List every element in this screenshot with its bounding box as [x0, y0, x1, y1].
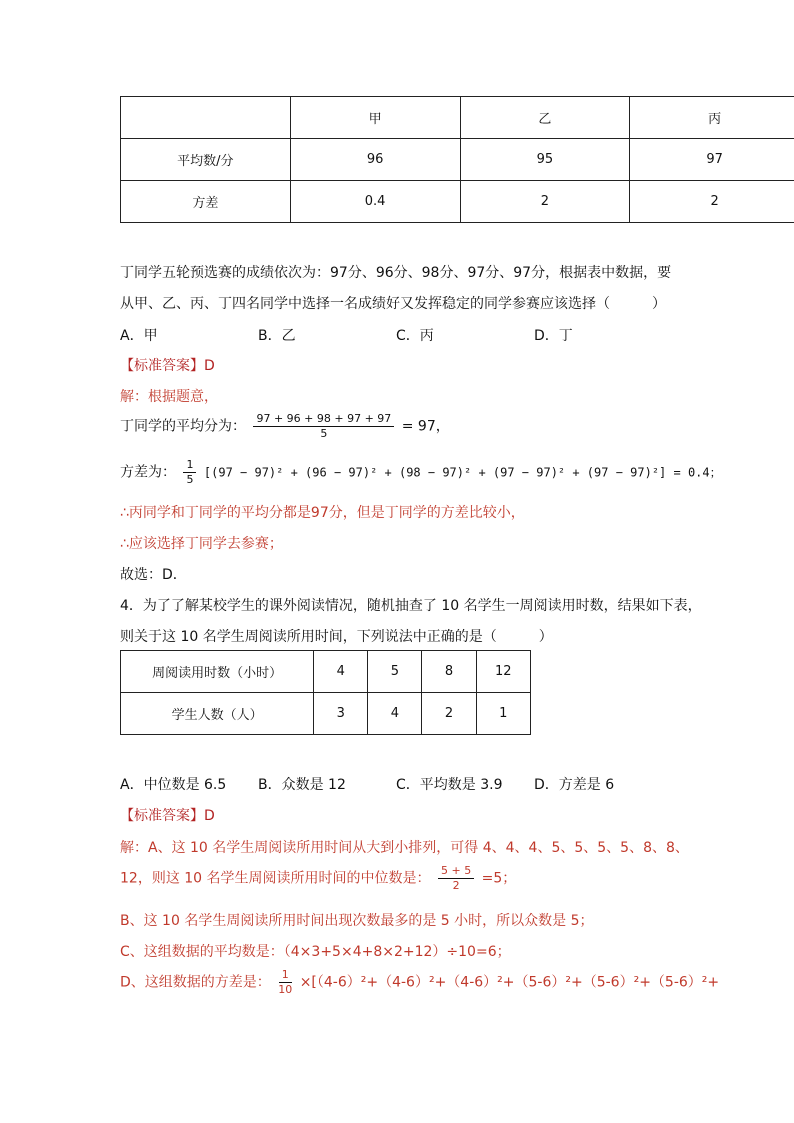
fraction-numerator: 1: [183, 458, 196, 473]
variance-fraction: [278, 968, 292, 997]
conclusion-line: ∴丙同学和丁同学的平均分都是97分，但是丁同学的方差比较小，: [120, 505, 525, 521]
variance-fraction: [183, 458, 196, 487]
variance-formula: [120, 968, 719, 997]
table-row: [121, 693, 531, 735]
fraction-denominator: 5: [320, 427, 328, 440]
option-c: C．平均数是 3.9: [396, 777, 503, 793]
table-cell: 0.4: [290, 181, 460, 223]
median-formula: [120, 864, 516, 893]
mean-label: 丁同学的平均分为：: [120, 418, 246, 435]
table-cell: 乙: [460, 97, 630, 139]
solution-text: 12，则这 10 名学生周阅读所用时间的中位数是：: [120, 870, 431, 887]
table-row: [121, 181, 794, 223]
fraction-denominator: 2: [452, 879, 460, 892]
table-cell: 甲: [290, 97, 460, 139]
stats-table: [120, 96, 794, 223]
solution-line: 解：A、这 10 名学生周阅读所用时间从大到小排列，可得 4、4、4、5、5、5、5、8、8、: [120, 840, 689, 856]
fraction-numerator: 5 + 5: [438, 864, 474, 879]
option-c: C．丙: [396, 328, 434, 344]
question-stem-line: 则关于这 10 名学生周阅读所用时间，下列说法中正确的是（ ）: [120, 629, 553, 645]
question-stem-line: 从甲、乙、丙、丁四名同学中选择一名成绩好又发挥稳定的同学参赛应该选择（ ）: [120, 296, 666, 312]
option-b: B．众数是 12: [258, 777, 346, 793]
option-d: D．丁: [534, 328, 573, 344]
table-cell: 方差: [121, 181, 291, 223]
table-row: [121, 651, 531, 693]
variance-expression: ×[（4-6）²+（4-6）²+（4-6）²+（5-6）²+（5-6）²+（5-6）²+: [299, 974, 720, 991]
choose-line: 故选：D．: [120, 567, 187, 583]
table-header-row: [121, 97, 794, 139]
fraction-numerator: 97 + 96 + 98 + 97 + 97: [253, 412, 394, 427]
table-cell: 2: [460, 181, 630, 223]
variance-label: 方差为：: [120, 464, 176, 481]
answer-value: D: [204, 808, 215, 824]
table-cell: 2: [422, 693, 476, 735]
option-a: A．中位数是 6.5: [120, 777, 227, 793]
reading-time-table: [120, 650, 531, 735]
table-cell: [121, 97, 291, 139]
solution-text: D、这组数据的方差是：: [120, 974, 271, 991]
answer-line: [120, 355, 215, 375]
variance-formula: [120, 458, 722, 487]
conclusion-line: ∴应该选择丁同学去参赛；: [120, 536, 283, 552]
median-result: =5；: [481, 870, 517, 887]
table-cell: 12: [476, 651, 530, 693]
table-cell: 丙: [630, 97, 794, 139]
table-cell: 3: [314, 693, 368, 735]
mean-fraction: [253, 412, 394, 441]
table-cell: 5: [368, 651, 422, 693]
mean-formula: [120, 412, 450, 441]
variance-expression: [(97 − 97)² + (96 − 97)² + (98 − 97)² + (97 − 97)² + (97 − 97)²] = 0.4；: [203, 465, 722, 480]
table-cell: 2: [630, 181, 794, 223]
table-row: [121, 139, 794, 181]
table-cell: 学生人数（人）: [121, 693, 314, 735]
answer-label: 【标准答案】: [120, 358, 204, 374]
table-cell: 97: [630, 139, 794, 181]
question-stem-line: 4．为了了解某校学生的课外阅读情况，随机抽查了 10 名学生一周阅读用时数，结果如下表，: [120, 598, 702, 614]
solution-line: C、这组数据的平均数是：（4×3+5×4+8×2+12）÷10=6；: [120, 944, 511, 960]
table-cell: 平均数/分: [121, 139, 291, 181]
option-d: D．方差是 6: [534, 777, 615, 793]
median-fraction: [438, 864, 474, 893]
table-cell: 4: [314, 651, 368, 693]
solution-intro: 解：根据题意，: [120, 389, 218, 405]
table-cell: 95: [460, 139, 630, 181]
answer-label: 【标准答案】: [120, 808, 204, 824]
question-stem-line: 丁同学五轮预选赛的成绩依次为：97分、96分、98分、97分、97分，根据表中数据，要: [120, 265, 672, 281]
answer-value: D: [204, 358, 215, 374]
answer-line: [120, 805, 215, 825]
option-b: B．乙: [258, 328, 296, 344]
mean-result: = 97，: [401, 418, 450, 435]
table-cell: 周阅读用时数（小时）: [121, 651, 314, 693]
table-cell: 4: [368, 693, 422, 735]
fraction-denominator: 5: [186, 473, 194, 486]
table-cell: 96: [290, 139, 460, 181]
option-a: A．甲: [120, 328, 158, 344]
fraction-denominator: 10: [278, 983, 293, 996]
solution-line: B、这 10 名学生周阅读所用时间出现次数最多的是 5 小时，所以众数是 5；: [120, 913, 594, 929]
table-cell: 8: [422, 651, 476, 693]
table-cell: 1: [476, 693, 530, 735]
fraction-numerator: 1: [279, 968, 292, 983]
